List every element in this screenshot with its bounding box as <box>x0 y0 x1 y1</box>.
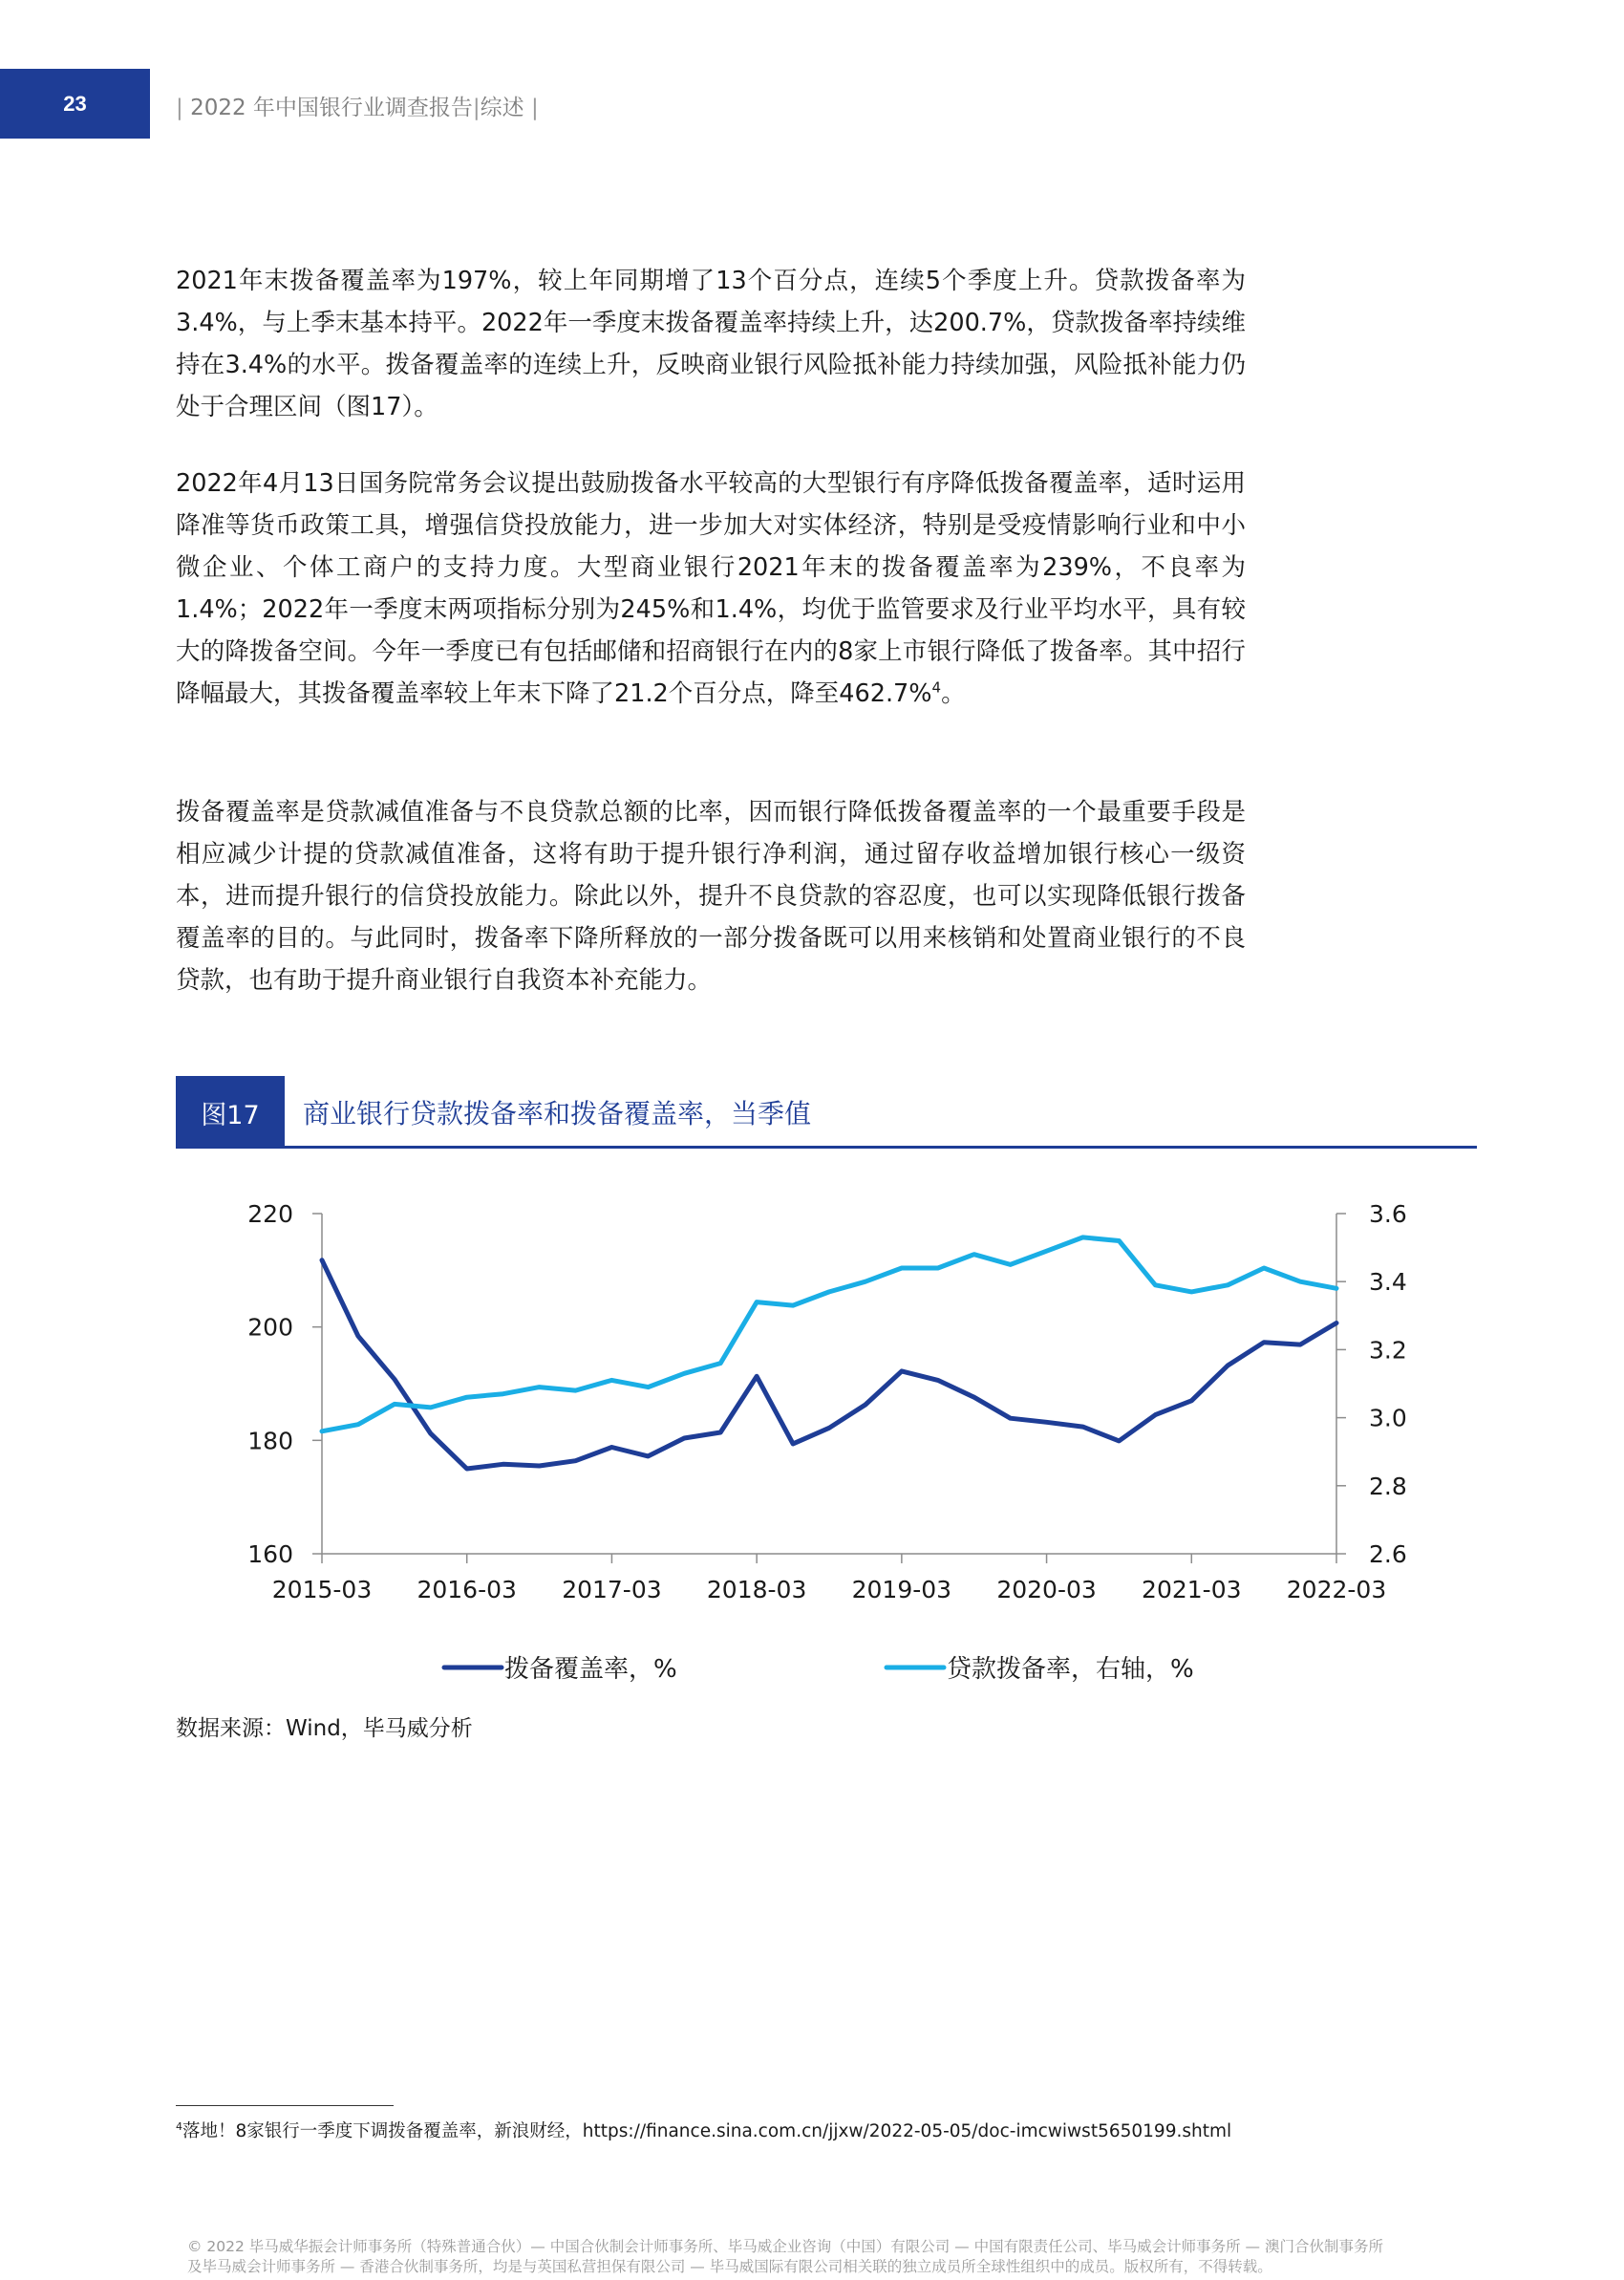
footnote-number: 4 <box>176 2119 182 2133</box>
right-axis-tick-label: 3.4 <box>1369 1268 1407 1297</box>
figure-source: 数据来源：Wind，毕马威分析 <box>176 1716 473 1741</box>
left-axis-tick-label: 200 <box>247 1313 293 1342</box>
left-axis-tick-label: 180 <box>247 1427 293 1455</box>
chart-series <box>322 1237 1336 1469</box>
running-title: 2022 年中国银行业调查报告 <box>190 96 473 120</box>
chart-legend <box>444 1655 1194 1684</box>
x-axis-tick-label: 2016-03 <box>417 1576 517 1603</box>
copyright-line-2: 及毕马威会计师事务所 — 香港合伙制事务所，均是与英国私营担保有限公司 — 毕马威国际有限公司相关联的独立成员所全球性组织中的成员。版权所有，不得转载。 <box>187 2258 1272 2275</box>
x-axis-tick-label: 2022-03 <box>1286 1576 1387 1603</box>
right-axis-tick-label: 2.6 <box>1369 1540 1407 1568</box>
copyright-notice <box>187 2237 1486 2277</box>
paragraph-3: 拨备覆盖率是贷款减值准备与不良贷款总额的比率，因而银行降低拨备覆盖率的一个最重要手段是相应减少计提的贷款减值准备，这将有助于提升银行净利润，通过留存收益增加银行核心一级资本，进而提升银行的信贷投放能力。除此以外，提升不良贷款的容忍度，也可以实现降低银行拨备覆盖率的目的。与此同时，拨备率下降所释放的一部分拨备既可以用来核销和处置商业银行的不良贷款，也有助于提升商业银行自我资本补充能力。 <box>176 798 1246 995</box>
left-axis-tick-label: 160 <box>247 1540 293 1568</box>
x-axis-tick-label: 2015-03 <box>271 1576 373 1603</box>
footnote-reference[interactable]: 4 <box>931 678 942 697</box>
x-axis-tick-label: 2018-03 <box>706 1576 807 1603</box>
footnote <box>176 2118 1231 2142</box>
paragraph-2-end: 。 <box>941 679 966 708</box>
figure-title: 商业银行贷款拨备率和拨备覆盖率，当季值 <box>303 1098 812 1129</box>
running-section: 综述 <box>480 96 524 120</box>
running-header: | 2022 年中国银行业调查报告|综述 | <box>176 96 539 120</box>
x-axis-tick-label: 2019-03 <box>851 1576 952 1603</box>
footnote-text[interactable]: 落地！8家银行一季度下调拨备覆盖率，新浪财经，https://finance.sina.com.cn/jjxw/2022-05-05/doc-imcwiwst5650199.shtml <box>182 2121 1232 2141</box>
right-axis-tick-label: 3.0 <box>1369 1404 1407 1432</box>
figure-label: 图17 <box>176 1076 285 1149</box>
right-axis-tick-label: 3.6 <box>1369 1200 1407 1228</box>
legend-label-coverage: 拨备覆盖率，% <box>504 1655 677 1684</box>
left-axis-tick-label: 220 <box>247 1200 293 1228</box>
footnote-divider <box>176 2105 394 2106</box>
right-axis-tick-label: 3.2 <box>1369 1336 1407 1365</box>
chart-axes <box>247 1200 1406 1603</box>
copyright-line-1: © 2022 毕马威华振会计师事务所（特殊普通合伙）— 中国合伙制会计师事务所、毕马威企业咨询（中国）有限公司 — 中国有限责任公司、毕马威会计师事务所 — 澳门合伙制事务所 <box>187 2238 1383 2255</box>
x-axis-tick-label: 2020-03 <box>996 1576 1097 1603</box>
right-axis-tick-label: 2.8 <box>1369 1472 1407 1500</box>
legend-label-provision: 贷款拨备率，右轴，% <box>947 1655 1194 1684</box>
x-axis-tick-label: 2017-03 <box>562 1576 662 1603</box>
x-axis-tick-label: 2021-03 <box>1142 1576 1242 1603</box>
paragraph-1: 2021年末拨备覆盖率为197%，较上年同期增了13个百分点，连续5个季度上升。贷款拨备率为3.4%，与上季末基本持平。2022年一季度末拨备覆盖率持续上升，达200.7%，贷款拨备率持续维持在3.4%的水平。拨备覆盖率的连续上升，反映商业银行风险抵补能力持续加强，风险抵补能力仍处于合理区间（图17）。 <box>176 267 1246 421</box>
paragraph-2-text: 2022年4月13日国务院常务会议提出鼓励拨备水平较高的大型银行有序降低拨备覆盖率，适时运用降准等货币政策工具，增强信贷投放能力，进一步加大对实体经济，特别是受疫情影响行业和中小微企业、个体工商户的支持力度。大型商业银行2021年末的拨备覆盖率为239%，不良率为1.4%；2022年一季度末两项指标分别为245%和1.4%，均优于监管要求及行业平均水平，具有较大的降拨备空间。今年一季度已有包括邮储和招商银行在内的8家上市银行降低了拨备率。其中招行降幅最大，其拨备覆盖率较上年末下降了21.2个百分点，降至462.7% <box>176 469 1246 708</box>
page-number: 23 <box>63 91 87 116</box>
